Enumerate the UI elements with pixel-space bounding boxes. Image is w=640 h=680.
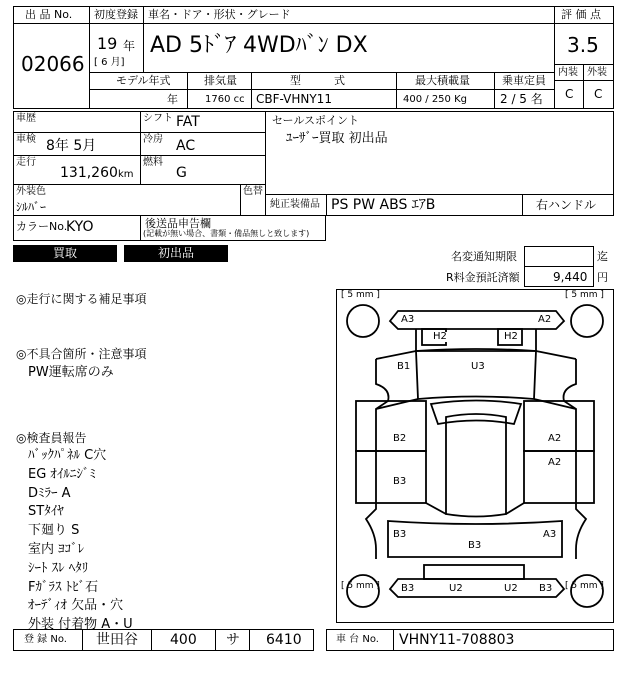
tire-tread-rear-left: [ 5 mm ] bbox=[341, 581, 380, 591]
color-no: KYO bbox=[66, 219, 94, 235]
lot-number: 02066 bbox=[21, 52, 85, 76]
lot-label: 出 品 No. bbox=[25, 8, 73, 21]
roof-panel bbox=[446, 414, 506, 517]
displacement: 1760 cc bbox=[205, 94, 245, 105]
reg-class: 400 bbox=[170, 632, 197, 648]
a-pillar-right bbox=[536, 351, 576, 359]
damage-mark-front-fender-left: B1 bbox=[397, 361, 411, 372]
damage-mark-rear-door-left: B3 bbox=[393, 476, 407, 487]
mileage-unit: km bbox=[118, 169, 134, 180]
first-reg-year-unit: 年 bbox=[123, 39, 136, 53]
tire-rear-right bbox=[571, 575, 603, 607]
door-front-left bbox=[356, 401, 426, 451]
damage-mark-rear-quarter-left: B3 bbox=[393, 529, 407, 540]
report-line: STﾀｲﾔ bbox=[28, 504, 64, 519]
history-label: 車歴 bbox=[16, 113, 36, 124]
damage-mark-headlight-left: H2 bbox=[433, 331, 447, 342]
color-value: ｼﾙﾊﾞｰ bbox=[16, 200, 47, 214]
report-line: ｵｰﾃﾞｨｵ 欠品・穴 bbox=[28, 598, 124, 613]
aircon-value: AC bbox=[176, 138, 196, 154]
color-no-label: カラーNo. bbox=[16, 220, 68, 233]
equipment-label: 純正装備品 bbox=[270, 199, 320, 210]
model-year-unit: 年 bbox=[167, 93, 178, 106]
a-pillar-left bbox=[376, 351, 416, 359]
color-change-label: 色替 bbox=[243, 186, 263, 197]
report-line: Dﾐﾗｰ A bbox=[28, 486, 71, 501]
sales-point-label: セールスポイント bbox=[272, 114, 360, 127]
report-line: Fｶﾞﾗｽ ﾄﾋﾞ石 bbox=[28, 580, 99, 595]
load-label: 最大積載量 bbox=[415, 74, 470, 87]
mileage-label: 走行 bbox=[16, 157, 36, 168]
car-name: AD 5ﾄﾞｱ 4WDﾊﾞﾝ DX bbox=[150, 33, 368, 58]
steering: 右ハンドル bbox=[536, 198, 597, 212]
tire-tread-front-right: [ 5 mm ] bbox=[565, 290, 604, 300]
damage-mark-roof: U3 bbox=[471, 361, 485, 372]
recycle-unit: 円 bbox=[597, 271, 608, 284]
grade-label: 評 価 点 bbox=[561, 8, 601, 21]
sales-point: ﾕｰｻﾞｰ買取 初出品 bbox=[286, 131, 388, 146]
tire-tread-rear-right: [ 5 mm ] bbox=[565, 581, 604, 591]
overall-grade: 3.5 bbox=[567, 33, 599, 57]
roof-outline bbox=[416, 349, 536, 399]
report-line: 外装 付着物 A・U bbox=[28, 617, 133, 632]
recycle-label: R料金預託済額 bbox=[446, 271, 520, 284]
model-label: 型 式 bbox=[290, 74, 345, 87]
damage-mark-rear-quarter-right: A3 bbox=[543, 529, 557, 540]
chassis-label: 車 台 No. bbox=[336, 634, 379, 645]
damage-mark-rear-bumper-left: B3 bbox=[401, 583, 415, 594]
name-label: 車名・ドア・形状・グレード bbox=[148, 8, 291, 21]
report-line: 下廻り S bbox=[28, 523, 80, 538]
chassis-no: VHNY11-708803 bbox=[399, 632, 515, 648]
damage-mark-rear-bumper-center-right: U2 bbox=[504, 583, 518, 594]
mileage-value: 131,260 bbox=[60, 165, 118, 181]
after-note: (記載が無い場合、書類・備品無しと致します) bbox=[143, 229, 310, 238]
shift-value: FAT bbox=[176, 114, 200, 130]
recycle-value: 9,440 bbox=[553, 270, 588, 284]
first-reg-label: 初度登録 bbox=[94, 8, 138, 21]
damage-mark-front-door-left: B2 bbox=[393, 433, 407, 444]
damage-mark-back-panel: B3 bbox=[468, 540, 482, 551]
equipment: PS PW ABS ｴｱB bbox=[331, 197, 436, 213]
body-right-outline bbox=[564, 359, 587, 559]
reg-area: 世田谷 bbox=[96, 632, 138, 648]
after-label: 後送品申告欄 bbox=[145, 217, 211, 230]
inspection-label: 車検 bbox=[16, 134, 36, 145]
aircon-label: 冷房 bbox=[143, 134, 163, 145]
damage-mark-rear-bumper-right: B3 bbox=[539, 583, 553, 594]
driving-notes-label: ◎走行に関する補足事項 bbox=[16, 292, 147, 306]
damage-mark-rear-bumper-center-left: U2 bbox=[449, 583, 463, 594]
tire-tread-front-left: [ 5 mm ] bbox=[341, 290, 380, 300]
capacity-label: 乗車定員 bbox=[502, 74, 546, 87]
damage-mark-front-bumper-right: A2 bbox=[538, 314, 552, 325]
first-reg-month: [ 6 月] bbox=[94, 57, 125, 68]
max-load: 400 / 250 Kg bbox=[403, 94, 467, 105]
report-line: ｼｰﾄ ｽﾚ ﾍﾀﾘ bbox=[28, 561, 89, 576]
deadline-cell bbox=[524, 246, 594, 267]
seating-capacity: 2 / 5 名 bbox=[500, 92, 543, 106]
deadline-label: 名変通知期限 bbox=[451, 250, 517, 263]
fuel-label: 燃料 bbox=[143, 157, 163, 168]
interior-grade: C bbox=[565, 87, 574, 101]
reg-kana: サ bbox=[226, 632, 240, 648]
damage-mark-front-door-right: A2 bbox=[548, 433, 562, 444]
inspector-report-label: ◎検査員報告 bbox=[16, 431, 87, 445]
tire-front-right bbox=[571, 305, 603, 337]
shift-label: シフト bbox=[143, 113, 173, 124]
report-line: 室内 ﾖｺﾞﾚ bbox=[28, 542, 85, 557]
color-cell bbox=[13, 184, 241, 216]
defect-note: PW運転席のみ bbox=[28, 365, 114, 380]
reg-num: 6410 bbox=[266, 632, 302, 648]
interior-label: 内装 bbox=[558, 67, 578, 78]
tire-rear-left bbox=[347, 575, 379, 607]
windshield bbox=[431, 401, 521, 425]
damage-mark-front-bumper-left: A3 bbox=[401, 314, 415, 325]
model-code: CBF-VHNY11 bbox=[256, 92, 332, 106]
body-left-outline bbox=[366, 359, 389, 559]
damage-mark-headlight-right: H2 bbox=[504, 331, 518, 342]
taillight-bar bbox=[424, 565, 524, 579]
badge-kaitori: 買取 bbox=[13, 245, 117, 262]
color-label: 外装色 bbox=[16, 186, 46, 197]
model-year-label: モデル年式 bbox=[116, 74, 171, 87]
first-reg-year: 19 bbox=[97, 34, 118, 53]
fuel-value: G bbox=[176, 165, 187, 181]
exterior-grade: C bbox=[594, 87, 603, 101]
car-diagram bbox=[336, 289, 614, 623]
report-line: EG ｵｲﾙﾆｼﾞﾐ bbox=[28, 467, 96, 482]
report-line: ﾊﾞｯｸﾊﾟﾈﾙ C穴 bbox=[28, 448, 107, 463]
tire-front-left bbox=[347, 305, 379, 337]
rear-panel-outline bbox=[388, 521, 562, 557]
defect-notes-label: ◎不具合箇所・注意事項 bbox=[16, 347, 147, 361]
door-rear-left bbox=[356, 451, 426, 503]
rear-gate bbox=[426, 503, 524, 514]
inspection-value: 8年 5月 bbox=[46, 138, 97, 154]
deadline-unit: 迄 bbox=[597, 250, 608, 263]
displacement-label: 排気量 bbox=[204, 74, 237, 87]
badge-first-listing: 初出品 bbox=[124, 245, 228, 262]
exterior-label: 外装 bbox=[587, 67, 607, 78]
damage-mark-rear-door-right: A2 bbox=[548, 457, 562, 468]
reg-label: 登 録 No. bbox=[24, 634, 67, 645]
